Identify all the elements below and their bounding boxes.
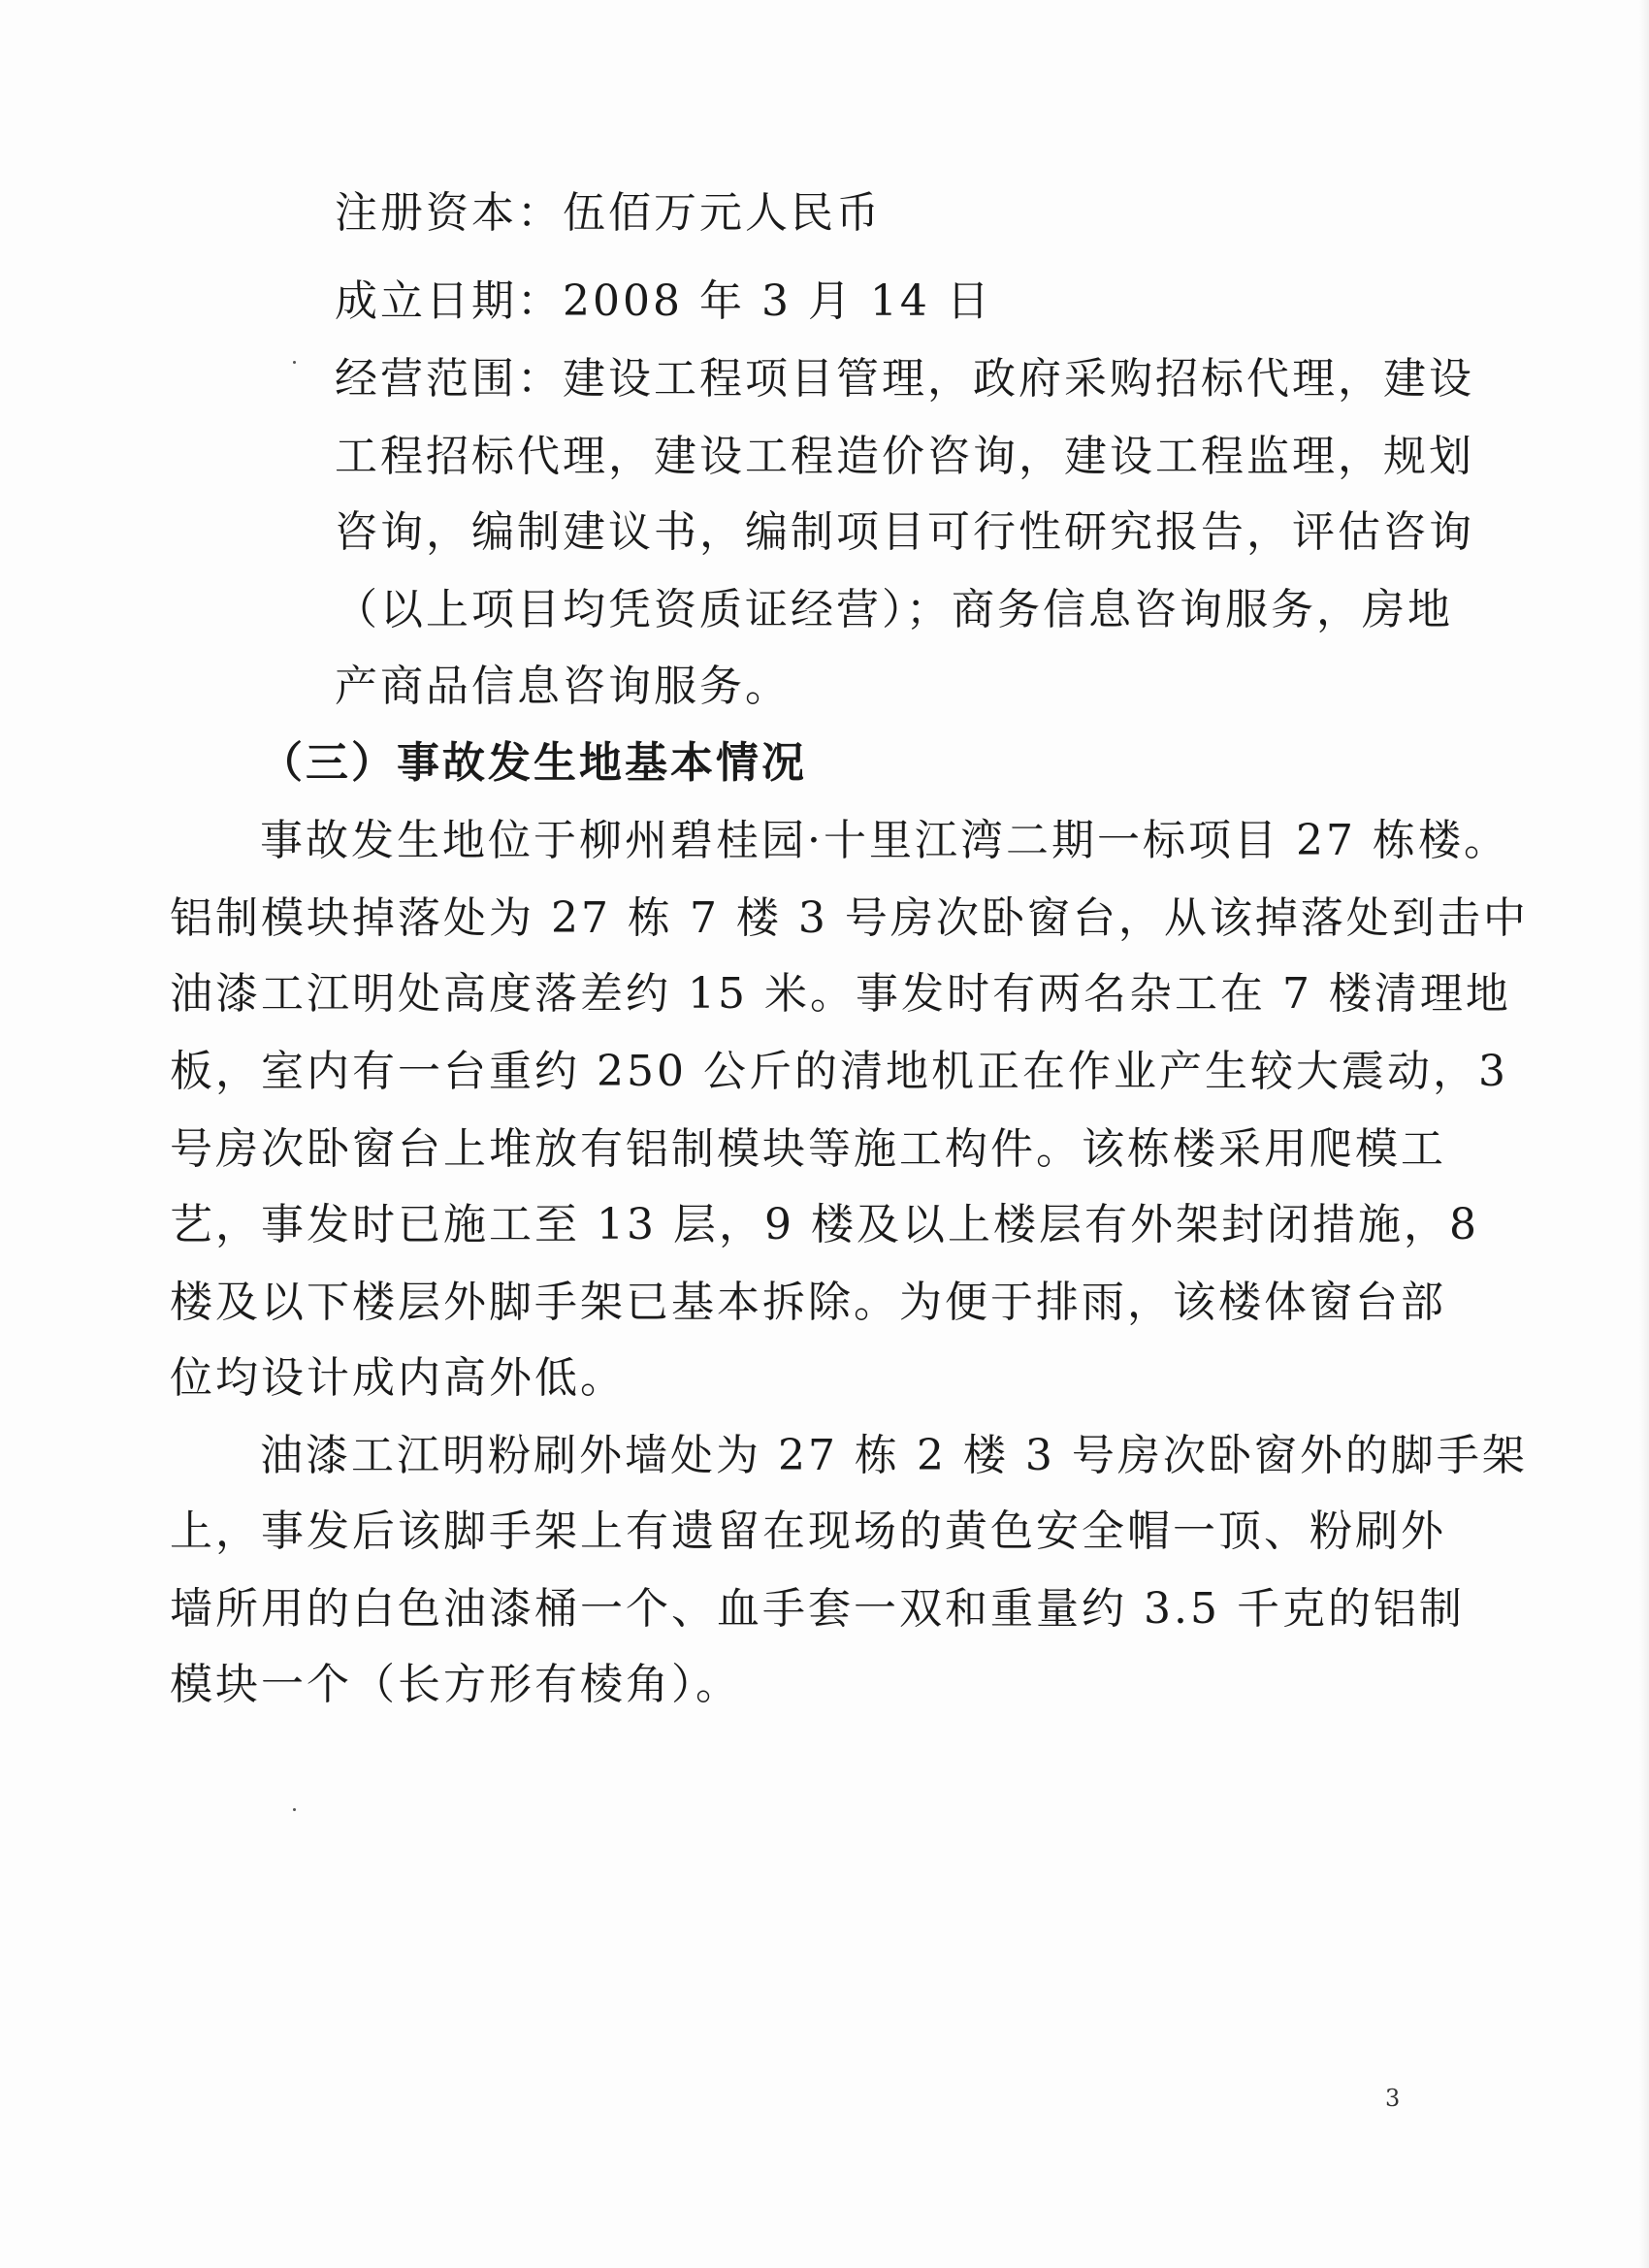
paragraph-line: 板，室内有一台重约 250 公斤的清地机正在作业产生较大震动，3 (170, 1047, 1508, 1096)
paragraph-line: 铝制模块掉落处为 27 栋 7 楼 3 号房次卧窗台，从该掉落处到击中 (170, 893, 1529, 943)
section-heading: （三）事故发生地基本情况 (260, 738, 807, 788)
paragraph-line: 号房次卧窗台上堆放有铝制模块等施工构件。该栋楼采用爬模工 (170, 1124, 1446, 1174)
paragraph-line: 上，事发后该脚手架上有遗留在现场的黄色安全帽一顶、粉刷外 (170, 1507, 1446, 1556)
scan-speck (293, 1808, 296, 1811)
business-scope-line: 经营范围：建设工程项目管理，政府采购招标代理，建设 (335, 354, 1474, 404)
paragraph-line: 事故发生地位于柳州碧桂园·十里江湾二期一标项目 27 栋楼。 (260, 816, 1509, 865)
business-scope-line: 工程招标代理，建设工程造价咨询，建设工程监理，规划 (335, 432, 1474, 481)
paragraph-line: 楼及以下楼层外脚手架已基本拆除。为便于排雨，该楼体窗台部 (170, 1278, 1446, 1327)
paragraph-line: 模块一个（长方形有棱角）。 (170, 1660, 741, 1709)
establishment-date-line: 成立日期：2008 年 3 月 14 日 (335, 276, 992, 326)
page-number: 3 (1385, 2085, 1401, 2112)
business-scope-line: 产商品信息咨询服务。 (335, 662, 791, 711)
business-scope-line: 咨询，编制建议书，编制项目可行性研究报告，评估咨询 (335, 507, 1474, 557)
paragraph-line: 位均设计成内高外低。 (170, 1353, 626, 1403)
paragraph-line: 艺，事发时已施工至 13 层，9 楼及以上楼层有外架封闭措施，8 (170, 1200, 1479, 1249)
registered-capital-line: 注册资本：伍佰万元人民币 (335, 188, 882, 238)
scan-speck (293, 361, 296, 364)
paragraph-line: 墙所用的白色油漆桶一个、血手套一双和重量约 3.5 千克的铝制 (170, 1584, 1465, 1634)
business-scope-line: （以上项目均凭资质证经营）；商务信息咨询服务，房地 (335, 585, 1453, 634)
paragraph-line: 油漆工江明粉刷外墙处为 27 栋 2 楼 3 号房次卧窗外的脚手架 (260, 1431, 1528, 1480)
paragraph-line: 油漆工江明处高度落差约 15 米。事发时有两名杂工在 7 楼清理地 (170, 969, 1511, 1019)
